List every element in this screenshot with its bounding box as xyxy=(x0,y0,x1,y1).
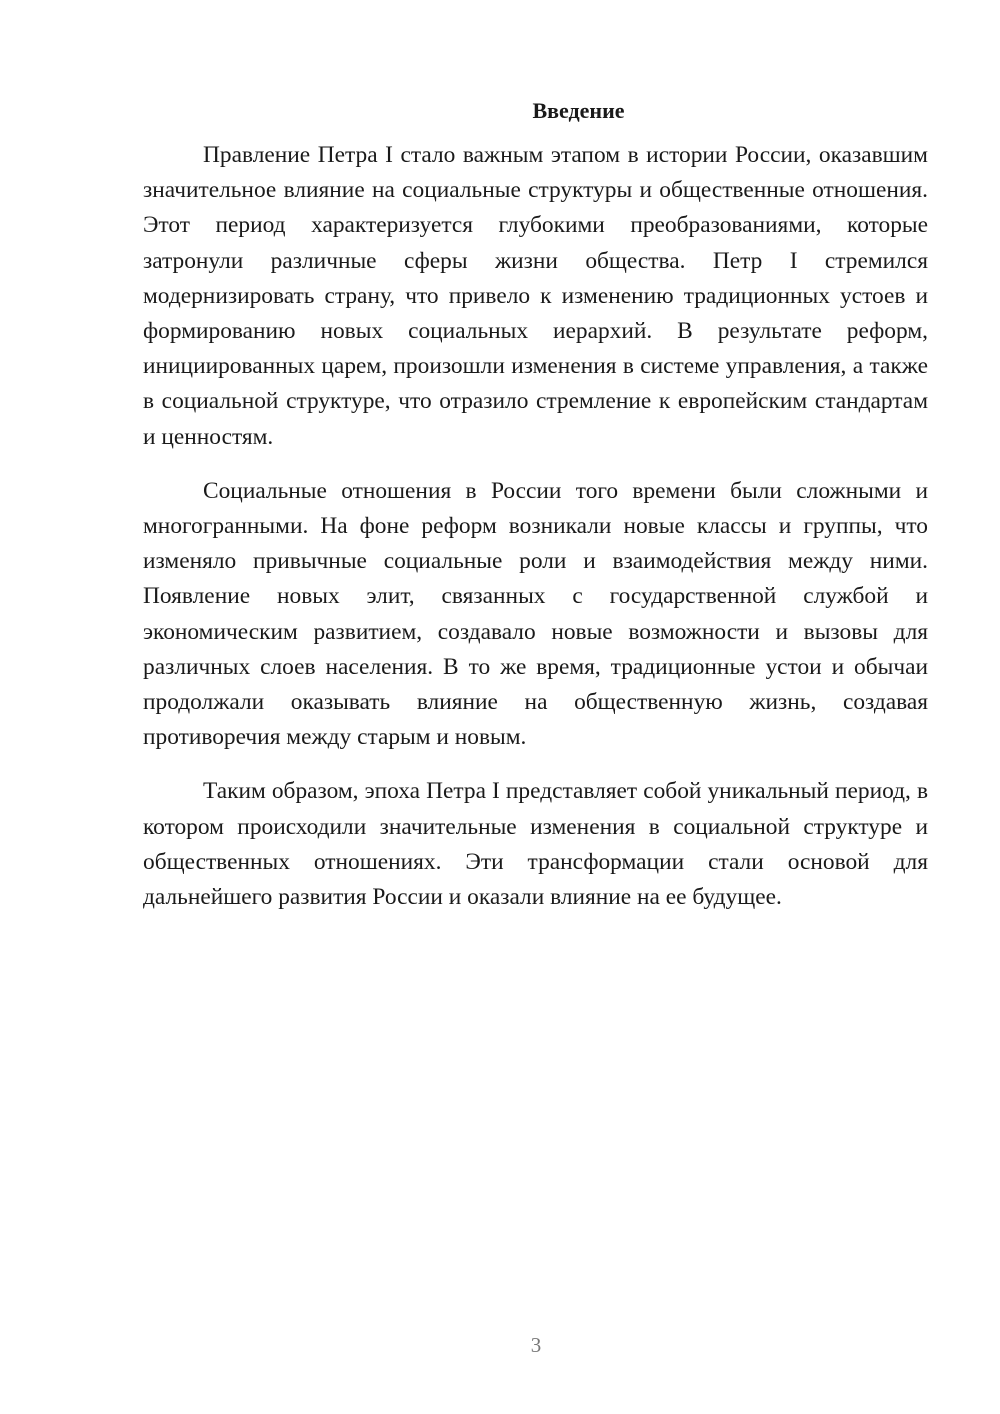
page-number: 3 xyxy=(530,1333,542,1357)
paragraph-3: Таким образом, эпоха Петра I представляет собой уникальный период, в котором происходили значительные изменения в социальной структуре и общественных отношениях. Эти трансформации стали основой для дальнейшего развития России и оказали влияние на ее будущее. xyxy=(143,778,928,911)
page-content xyxy=(143,96,928,934)
paragraph-1: Правление Петра I стало важным этапом в истории России, оказавшим значительное влияние на социальные структуры и общественные отношения. Этот период характеризуется глубокими преобразованиями, которые затронули различные сферы жизни общества. Петр I стремился модернизировать страну, что привело к изменению традиционных устоев и формированию новых социальных иерархий. В результате реформ, инициированных царем, произошли изменения в системе управления, а также в социальной структуре, что отразило стремление к европейским стандартам и ценностям. xyxy=(143,142,928,450)
paragraph-2: Социальные отношения в России того времени были сложными и многогранными. На фоне реформ возникали новые классы и группы, что изменяло привычные социальные роли и взаимодействия между ними. Появление новых элит, связанных с государственной службой и экономическим развитием, создавало новые возможности и вызовы для различных слоев населения. В то же время, традиционные устои и обычаи продолжали оказывать влияние на общественную жизнь, создавая противоречия между старым и новым. xyxy=(143,477,928,751)
section-heading: Введение xyxy=(532,98,625,123)
